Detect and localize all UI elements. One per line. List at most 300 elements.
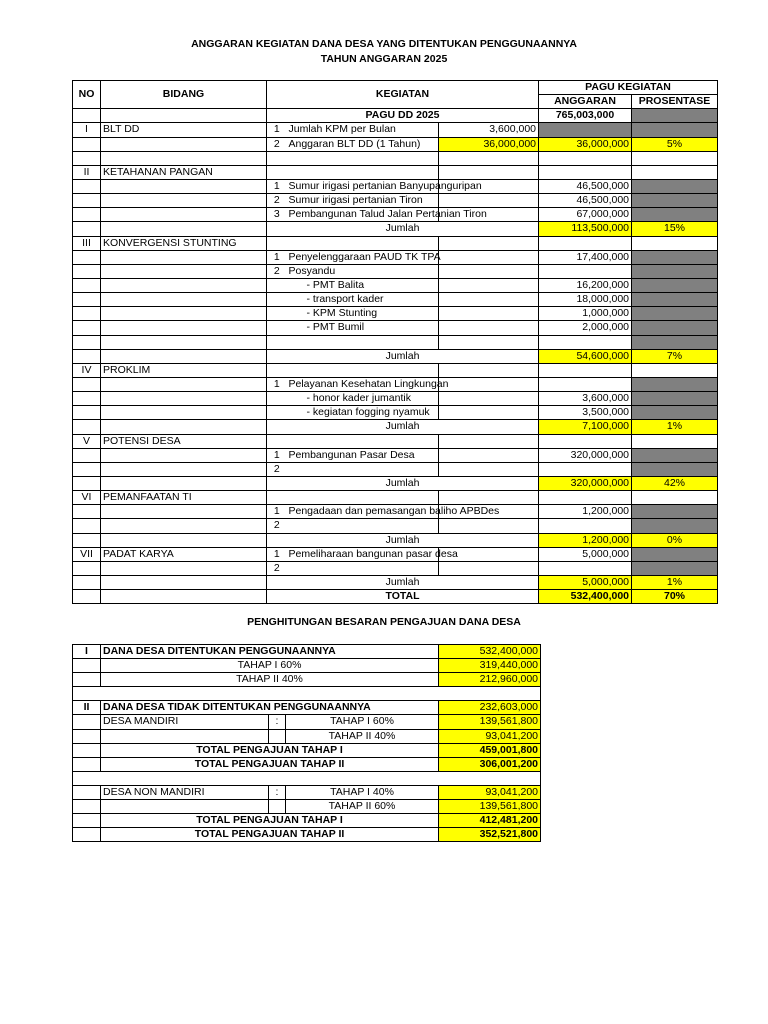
calc-row: [73, 814, 541, 828]
row-bidang: POTENSI DESA: [101, 434, 267, 448]
row-prosentase: 15%: [632, 222, 718, 236]
row-bidang: [101, 406, 267, 420]
row-prosentase: [632, 406, 718, 420]
calc-value: 93,041,200: [439, 785, 541, 799]
row-prosentase: 1%: [632, 420, 718, 434]
row-bidang: [101, 293, 267, 307]
row-sub-value: 36,000,000: [439, 137, 539, 151]
calc-desa-type: [101, 800, 269, 814]
row-no: [73, 505, 101, 519]
row-anggaran: 2,000,000: [539, 321, 632, 335]
table-header-row: [73, 81, 718, 95]
table-row: [73, 491, 718, 505]
row-kegiatan: [287, 335, 439, 349]
calc-desa-type: DESA NON MANDIRI: [101, 785, 269, 799]
row-prosentase: [632, 236, 718, 250]
row-sub-value: [439, 448, 539, 462]
table-row: [73, 363, 718, 377]
table-row: [73, 137, 718, 151]
row-anggaran: [539, 264, 632, 278]
table-row: [73, 349, 718, 363]
row-kegiatan: [287, 462, 439, 476]
row-prosentase: [632, 519, 718, 533]
row-prosentase: [632, 434, 718, 448]
row-bidang: KETAHANAN PANGAN: [101, 165, 267, 179]
row-bidang: [101, 533, 267, 547]
table-row: [73, 307, 718, 321]
row-anggaran: 17,400,000: [539, 250, 632, 264]
table-row: [73, 406, 718, 420]
row-no: [73, 420, 101, 434]
row-anggaran: 1,200,000: [539, 505, 632, 519]
row-anggaran: 3,600,000: [539, 392, 632, 406]
row-kegiatan: Posyandu: [287, 264, 439, 278]
row-prosentase: [632, 561, 718, 575]
row-sub-value: [439, 321, 539, 335]
table-row: [73, 278, 718, 292]
row-anggaran: 320,000,000: [539, 476, 632, 490]
row-kegiatan: Pembangunan Talud Jalan Pertanian Tiron: [288, 208, 487, 221]
calc-total-value: 306,001,200: [439, 757, 541, 771]
calc-row: [73, 785, 541, 799]
row-sub-value: [439, 392, 539, 406]
document-title: ANGGARAN KEGIATAN DANA DESA YANG DITENTUKAN PENGGUNAANNYA: [191, 38, 577, 50]
row-anggaran: [539, 377, 632, 391]
row-number: [267, 363, 287, 377]
row-number: [267, 335, 287, 349]
row-kegiatan: Jumlah: [267, 420, 539, 434]
row-bidang: [101, 476, 267, 490]
row-no: III: [73, 236, 101, 250]
row-sub-value: [439, 278, 539, 292]
row-prosentase: [632, 123, 718, 137]
row-anggaran: 5,000,000: [539, 547, 632, 561]
calc-row: [73, 715, 541, 729]
row-prosentase: 42%: [632, 476, 718, 490]
row-no: [73, 519, 101, 533]
row-prosentase: [632, 547, 718, 561]
calc-row: [73, 645, 541, 659]
row-no: [73, 377, 101, 391]
row-prosentase: [632, 335, 718, 349]
table-row: [73, 448, 718, 462]
header-pagu-kegiatan: PAGU KEGIATAN: [539, 81, 718, 95]
table-row: [73, 293, 718, 307]
row-anggaran: [539, 491, 632, 505]
row-no: [73, 264, 101, 278]
calc-label: TAHAP I 60%: [286, 715, 439, 729]
row-number: 1: [267, 250, 287, 264]
row-sub-value: [439, 363, 539, 377]
row-sub-value: [439, 491, 539, 505]
row-bidang: KONVERGENSI STUNTING: [101, 236, 267, 250]
calc-desa-type: DESA MANDIRI: [101, 715, 269, 729]
row-no: IV: [73, 363, 101, 377]
header-no: NO: [73, 81, 101, 109]
row-sub-value: [439, 151, 539, 165]
row-no: [73, 406, 101, 420]
row-kegiatan: [287, 561, 439, 575]
table-row: [73, 392, 718, 406]
calc-blank-row: [73, 771, 541, 785]
row-number: 2: [267, 561, 287, 575]
calc-row: [73, 757, 541, 771]
table-row: [73, 561, 718, 575]
header-bidang: BIDANG: [101, 81, 267, 109]
row-kegiatan: [287, 236, 439, 250]
row-number: 3: [267, 208, 287, 222]
row-kegiatan: - PMT Balita: [287, 278, 439, 292]
row-bidang: [101, 420, 267, 434]
row-anggaran: 18,000,000: [539, 293, 632, 307]
row-number: [267, 278, 287, 292]
row-no: VI: [73, 491, 101, 505]
calc-label: TAHAP II 40%: [286, 729, 439, 743]
table-row: [73, 123, 718, 137]
row-kegiatan: [287, 363, 439, 377]
row-prosentase: [632, 179, 718, 193]
calc-no: I: [73, 645, 101, 659]
row-no: [73, 462, 101, 476]
calc-label: TAHAP II 60%: [286, 800, 439, 814]
row-bidang: [101, 448, 267, 462]
row-anggaran: [539, 236, 632, 250]
row-no: [73, 179, 101, 193]
row-sub-value: [439, 406, 539, 420]
table-row: [73, 321, 718, 335]
row-kegiatan: Jumlah: [267, 533, 539, 547]
row-kegiatan: - transport kader: [287, 293, 439, 307]
calc-total-label: TOTAL PENGAJUAN TAHAP I: [101, 743, 439, 757]
row-anggaran: 1,000,000: [539, 307, 632, 321]
table-row: [73, 519, 718, 533]
row-anggaran: 36,000,000: [539, 137, 632, 151]
row-sub-value: [439, 293, 539, 307]
calc-blank-row: [73, 687, 541, 701]
row-no: [73, 194, 101, 208]
row-prosentase: [632, 194, 718, 208]
calc-total-value: 459,001,800: [439, 743, 541, 757]
calc-value: 532,400,000: [439, 645, 541, 659]
table-row: [73, 434, 718, 448]
row-no: [73, 321, 101, 335]
row-kegiatan: Pembangunan Pasar Desa: [287, 448, 439, 462]
row-anggaran: 1,200,000: [539, 533, 632, 547]
row-sub-value: [439, 307, 539, 321]
row-sub-value: 3,600,000: [439, 123, 539, 137]
row-prosentase: [632, 293, 718, 307]
row-bidang: [101, 307, 267, 321]
row-bidang: [101, 321, 267, 335]
row-anggaran: 5,000,000: [539, 575, 632, 589]
row-bidang: [101, 222, 267, 236]
table-row: [73, 547, 718, 561]
row-number: 1: [267, 123, 287, 137]
row-prosentase: 0%: [632, 533, 718, 547]
row-bidang: [101, 179, 267, 193]
row-prosentase: 1%: [632, 575, 718, 589]
row-prosentase: [632, 278, 718, 292]
row-no: [73, 476, 101, 490]
table-row: [73, 151, 718, 165]
row-prosentase: [632, 264, 718, 278]
table-row: [73, 575, 718, 589]
row-kegiatan: Anggaran BLT DD (1 Tahun): [287, 137, 439, 151]
row-anggaran: 46,500,000: [539, 194, 632, 208]
row-prosentase: [632, 505, 718, 519]
row-sub-value: [439, 236, 539, 250]
row-bidang: [101, 194, 267, 208]
calc-row: [73, 743, 541, 757]
row-kegiatan: Jumlah: [267, 575, 539, 589]
calc-separator: [269, 800, 286, 814]
row-kegiatan: Pemeliharaan bangunan pasar desa: [288, 547, 458, 560]
row-number: 2: [267, 137, 287, 151]
row-no: VII: [73, 547, 101, 561]
calc-label: DANA DESA TIDAK DITENTUKAN PENGGUNAANNYA: [101, 701, 439, 715]
row-bidang: BLT DD: [101, 123, 267, 137]
row-no: [73, 590, 101, 604]
row-number: [267, 392, 287, 406]
row-anggaran: 67,000,000: [539, 208, 632, 222]
row-kegiatan: Jumlah: [267, 349, 539, 363]
calc-value: 319,440,000: [439, 659, 541, 673]
row-anggaran: [539, 434, 632, 448]
row-kegiatan: Jumlah: [267, 222, 539, 236]
calc-desa-type: [101, 729, 269, 743]
row-number: [267, 307, 287, 321]
row-kegiatan: [287, 151, 439, 165]
row-prosentase: [632, 462, 718, 476]
pagu-dd-label: PAGU DD 2025: [267, 109, 539, 123]
row-anggaran: [539, 519, 632, 533]
calc-row: [73, 701, 541, 715]
row-no: [73, 349, 101, 363]
row-kegiatan: TOTAL: [267, 590, 539, 604]
calc-row: [73, 659, 541, 673]
calc-separator: :: [269, 785, 286, 799]
row-number: [267, 321, 287, 335]
row-no: I: [73, 123, 101, 137]
row-number: [267, 293, 287, 307]
row-anggaran: 7,100,000: [539, 420, 632, 434]
row-bidang: PEMANFAATAN TI: [101, 491, 267, 505]
row-anggaran: 16,200,000: [539, 278, 632, 292]
table-row: [73, 208, 718, 222]
row-kegiatan: Sumur irigasi pertanian Tiron: [287, 194, 439, 208]
row-bidang: [101, 377, 267, 391]
row-no: [73, 222, 101, 236]
row-number: [267, 151, 287, 165]
row-bidang: [101, 250, 267, 264]
row-number: 1: [267, 377, 287, 391]
row-bidang: [101, 392, 267, 406]
row-bidang: [101, 208, 267, 222]
row-anggaran: [539, 462, 632, 476]
header-prosentase: PROSENTASE: [632, 95, 718, 109]
row-prosentase: [632, 392, 718, 406]
row-kegiatan: Penyelenggaraan PAUD TK TPA: [288, 250, 441, 263]
row-anggaran: [539, 165, 632, 179]
row-number: 1: [267, 179, 287, 193]
calc-value: 139,561,800: [439, 715, 541, 729]
row-kegiatan: - honor kader jumantik: [287, 392, 439, 406]
row-prosentase: [632, 250, 718, 264]
row-number: 2: [267, 194, 287, 208]
table-row: [73, 505, 718, 519]
row-sub-value: [439, 250, 539, 264]
row-sub-value: [439, 264, 539, 278]
row-sub-value: [439, 377, 539, 391]
row-no: [73, 307, 101, 321]
row-anggaran: 113,500,000: [539, 222, 632, 236]
table-row: [73, 264, 718, 278]
calc-separator: :: [269, 715, 286, 729]
table-row: [73, 236, 718, 250]
row-number: [267, 165, 287, 179]
row-prosentase: [632, 208, 718, 222]
row-anggaran: 532,400,000: [539, 590, 632, 604]
table-row: [73, 194, 718, 208]
row-number: 1: [267, 505, 287, 519]
calc-row: [73, 828, 541, 842]
table-row: [73, 222, 718, 236]
table-row: [73, 250, 718, 264]
row-bidang: [101, 264, 267, 278]
row-kegiatan: - PMT Bumil: [287, 321, 439, 335]
calc-value: 93,041,200: [439, 729, 541, 743]
row-kegiatan: Pengadaan dan pemasangan baliho APBDes: [288, 505, 500, 518]
row-kegiatan: [287, 491, 439, 505]
row-sub-value: [439, 165, 539, 179]
calc-value: 212,960,000: [439, 673, 541, 687]
row-no: [73, 208, 101, 222]
row-bidang: [101, 335, 267, 349]
table-row: [73, 165, 718, 179]
row-kegiatan: [287, 165, 439, 179]
row-no: [73, 392, 101, 406]
row-sub-value: [439, 519, 539, 533]
table-row: [73, 335, 718, 349]
row-anggaran: 3,500,000: [539, 406, 632, 420]
calc-value: 232,603,000: [439, 701, 541, 715]
row-kegiatan: [287, 434, 439, 448]
row-number: [267, 434, 287, 448]
row-number: [267, 491, 287, 505]
row-bidang: [101, 349, 267, 363]
row-no: [73, 448, 101, 462]
row-prosentase: [632, 321, 718, 335]
row-bidang: [101, 561, 267, 575]
row-prosentase: [632, 307, 718, 321]
calc-row: [73, 800, 541, 814]
row-no: V: [73, 434, 101, 448]
row-no: [73, 151, 101, 165]
row-bidang: [101, 278, 267, 292]
row-prosentase: [632, 448, 718, 462]
row-kegiatan: Pelayanan Kesehatan Lingkungan: [288, 378, 449, 391]
calc-label: DANA DESA DITENTUKAN PENGGUNAANNYA: [101, 645, 439, 659]
calc-label: TAHAP I 40%: [286, 785, 439, 799]
row-prosentase: [632, 491, 718, 505]
row-number: 1: [267, 448, 287, 462]
table-row: [73, 179, 718, 193]
row-kegiatan: [287, 519, 439, 533]
calc-no: II: [73, 701, 101, 715]
pagu-dd-value: 765,003,000: [539, 109, 632, 123]
table-row: [73, 377, 718, 391]
row-anggaran: [539, 335, 632, 349]
header-kegiatan: KEGIATAN: [267, 81, 539, 109]
row-number: 2: [267, 519, 287, 533]
row-bidang: PADAT KARYA: [101, 547, 267, 561]
row-bidang: [101, 519, 267, 533]
calc-total-label: TOTAL PENGAJUAN TAHAP II: [101, 828, 439, 842]
section2-title: PENGHITUNGAN BESARAN PENGAJUAN DANA DESA: [247, 616, 521, 628]
row-number: [267, 406, 287, 420]
row-number: 2: [267, 264, 287, 278]
calc-total-label: TOTAL PENGAJUAN TAHAP I: [101, 814, 439, 828]
calc-label: TAHAP I 60%: [101, 659, 439, 673]
calculation-table: [72, 644, 541, 842]
row-no: [73, 278, 101, 292]
row-kegiatan: Sumur irigasi pertanian Banyupanguripan: [288, 180, 482, 193]
row-prosentase: 5%: [632, 137, 718, 151]
calc-total-value: 412,481,200: [439, 814, 541, 828]
row-bidang: [101, 151, 267, 165]
row-kegiatan: Jumlah: [267, 476, 539, 490]
table-row: [73, 462, 718, 476]
header-anggaran: ANGGARAN: [539, 95, 632, 109]
row-kegiatan: - kegiatan fogging nyamuk: [287, 406, 439, 420]
row-sub-value: [439, 462, 539, 476]
row-bidang: [101, 137, 267, 151]
row-prosentase: [632, 165, 718, 179]
row-no: [73, 575, 101, 589]
calc-separator: [269, 729, 286, 743]
calc-total-value: 352,521,800: [439, 828, 541, 842]
row-number: 2: [267, 462, 287, 476]
row-sub-value: [439, 561, 539, 575]
row-prosentase: [632, 151, 718, 165]
row-no: [73, 533, 101, 547]
calc-row: [73, 673, 541, 687]
row-prosentase: 7%: [632, 349, 718, 363]
row-kegiatan: Jumlah KPM per Bulan: [287, 123, 439, 137]
row-anggaran: [539, 151, 632, 165]
row-bidang: [101, 590, 267, 604]
calc-label: TAHAP II 40%: [101, 673, 439, 687]
table-row: [73, 533, 718, 547]
row-number: 1: [267, 547, 287, 561]
row-kegiatan: - KPM Stunting: [287, 307, 439, 321]
row-no: [73, 137, 101, 151]
row-bidang: [101, 505, 267, 519]
row-prosentase: [632, 363, 718, 377]
row-bidang: PROKLIM: [101, 363, 267, 377]
document-subtitle: TAHUN ANGGARAN 2025: [320, 53, 448, 65]
row-no: [73, 293, 101, 307]
row-no: II: [73, 165, 101, 179]
row-number: [267, 236, 287, 250]
table-row: [73, 590, 718, 604]
row-prosentase: 70%: [632, 590, 718, 604]
row-bidang: [101, 575, 267, 589]
table-row: [73, 420, 718, 434]
calc-value: 139,561,800: [439, 800, 541, 814]
calc-total-label: TOTAL PENGAJUAN TAHAP II: [101, 757, 439, 771]
row-anggaran: [539, 561, 632, 575]
